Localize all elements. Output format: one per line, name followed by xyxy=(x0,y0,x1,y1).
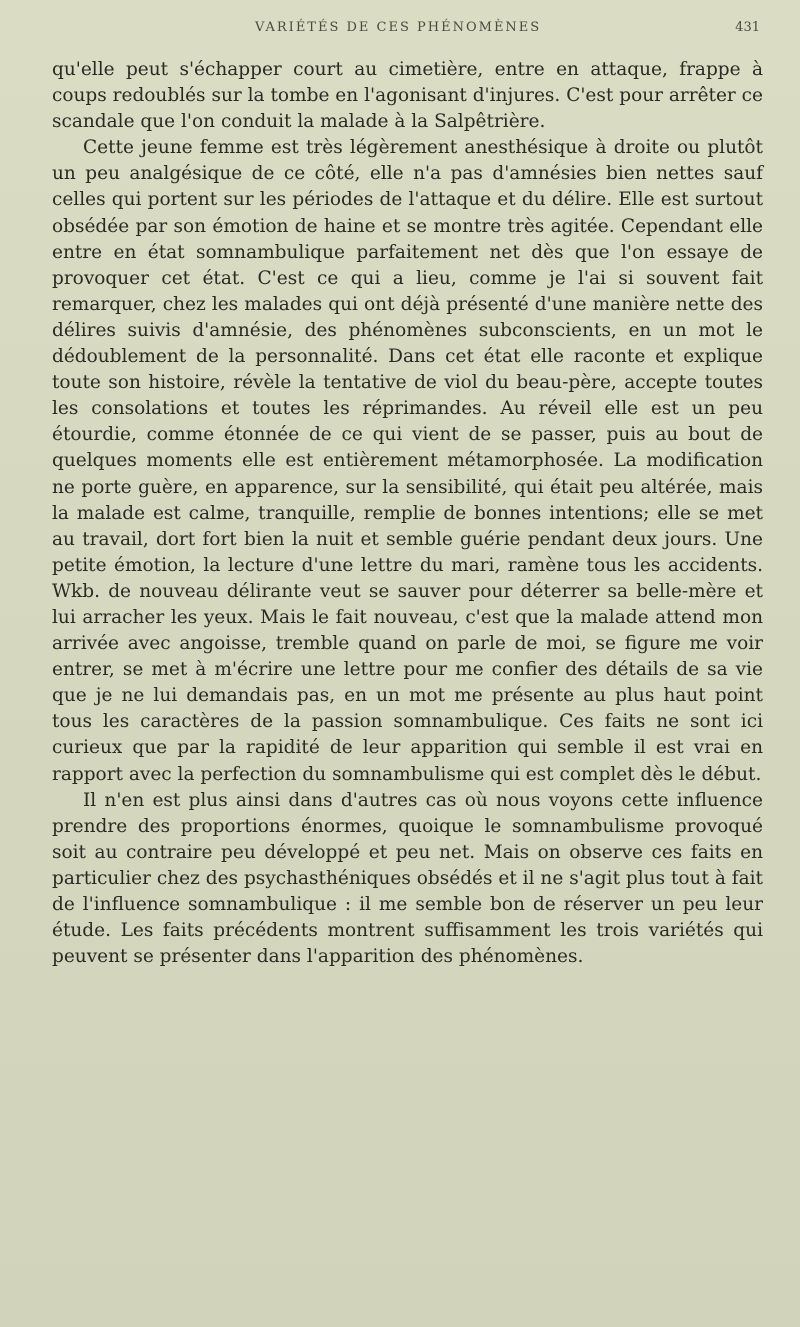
paragraph-continuation: qu'elle peut s'échapper court au cimetière, entre en attaque, frappe à coups redoublés sur la tombe en l'agonisant d'injures. C'est pour arrêter ce scandale que l'on conduit la malade à la Salpêtrière. xyxy=(52,59,763,133)
page-number: 431 xyxy=(735,20,760,35)
paragraph: Il n'en est plus ainsi dans d'autres cas où nous voyons cette influence prendre des proportions énormes, quoique le somnambulisme provoqué soit au contraire peu développé et peu net. Mais on observe ces faits en particulier chez des psychasthéniques obsédés et il ne s'agit plus tout à fait de l'influence somnambulique : il me semble bon de réserver un peu leur étude. Les faits précédents montrent suffisamment les trois variétés qui peuvent se présenter dans l'apparition des phénomènes. xyxy=(52,789,763,968)
body-text xyxy=(52,57,763,970)
running-title: VARIÉTÉS DE CES PHÉNOMÈNES xyxy=(255,20,542,35)
paragraph: Cette jeune femme est très légèrement anesthésique à droite ou plutôt un peu analgésique de ce côté, elle n'a pas d'amnésies bien nettes sauf celles qui portent sur les périodes de l'attaque et du délire. Elle est surtout obsédée par son émotion de haine et se montre très agitée. Cependant elle entre en état somnambulique parfaitement net dès que l'on essaye de provoquer cet état. C'est ce qui a lieu, comme je l'ai si souvent fait remarquer, chez les malades qui ont déjà présenté d'une manière nette des délires suivis d'amnésie, des phénomènes subconscients, en un mot le dédoublement de la personnalité. Dans cet état elle raconte et explique toute son histoire, révèle la tentative de viol du beau-père, accepte toutes les consolations et toutes les réprimandes. Au réveil elle est un peu étourdie, comme étonnée de ce qui vient de se passer, puis au bout de quelques moments elle est entièrement métamorphosée. La modification ne porte guère, en apparence, sur la sensibilité, qui était peu altérée, mais la malade est calme, tranquille, remplie de bonnes intentions; elle se met au travail, dort fort bien la nuit et semble guérie pendant deux jours. Une petite émotion, la lecture d'une lettre du mari, ramène tous les accidents. Wkb. de nouveau délirante veut se sauver pour déterrer sa belle-mère et lui arracher les yeux. Mais le fait nouveau, c'est que la malade attend mon arrivée avec angoisse, tremble quand on parle de moi, se figure me voir entrer, se met à m'écrire une lettre pour me confier des détails de sa vie que je ne lui demandais pas, en un mot me présente au plus haut point tous les caractères de la passion somnambulique. Ces faits ne sont ici curieux que par la rapidité de leur apparition qui semble il est vrai en rapport avec la perfection du somnambulisme qui est complet dès le début. xyxy=(52,137,763,785)
running-head xyxy=(0,20,800,42)
